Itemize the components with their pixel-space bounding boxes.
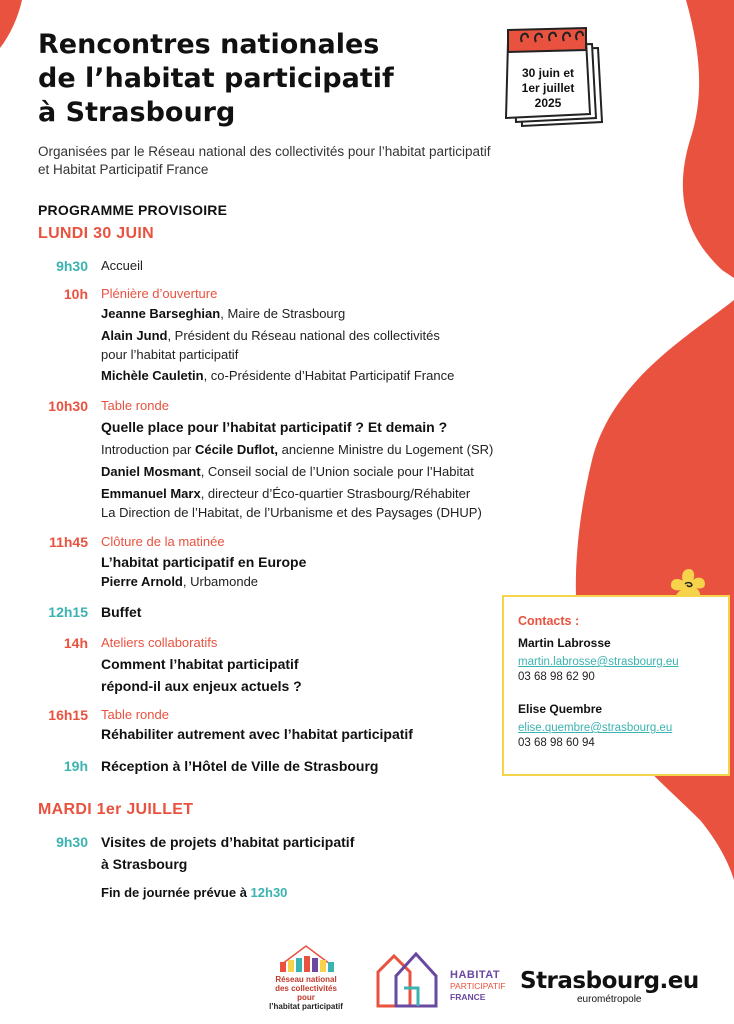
day-title-monday: LUNDI 30 JUIN — [38, 225, 154, 242]
strasbourg-eurometropole-logo — [520, 968, 700, 1008]
contact-phone: 03 68 98 62 90 — [518, 671, 595, 683]
session-category: Clôture de la matinée — [101, 534, 225, 549]
house-outline-icon — [374, 948, 442, 1010]
speaker-line — [101, 463, 474, 481]
contact-email-link[interactable]: elise.quembre@strasbourg.eu — [518, 722, 673, 734]
session-heading: Buffet — [101, 604, 142, 620]
event-date-line: 2025 — [534, 96, 562, 110]
speaker-line — [101, 441, 493, 459]
habitat-logo-text — [450, 970, 506, 1003]
speaker-role: , Maire de Strasbourg — [220, 306, 346, 321]
reseau-national-logo — [268, 942, 344, 1016]
day-title-tuesday: MARDI 1er JUILLET — [38, 801, 194, 818]
session-heading: Visites de projets d’habitat participatif — [101, 834, 355, 850]
reseau-logo-line: des collectivités pour — [275, 984, 337, 1002]
session-category: Plénière d’ouverture — [101, 286, 218, 301]
speaker-line — [101, 504, 482, 522]
reseau-logo-line: l’habitat participatif — [269, 1002, 343, 1011]
speaker-line — [101, 305, 345, 323]
contacts-box — [502, 595, 730, 776]
page-subtitle — [38, 143, 598, 179]
session-heading: Réception à l’Hôtel de Ville de Strasbourg — [101, 758, 379, 774]
subtitle-line: Organisées par le Réseau national des collectivités pour l’habitat participatif — [38, 144, 491, 159]
speaker-line — [101, 367, 454, 385]
time-label: 11h45 — [49, 534, 88, 550]
time-label: 14h — [63, 635, 88, 651]
session-heading: L’habitat participatif en Europe — [101, 554, 307, 570]
agenda-item: Accueil — [101, 258, 143, 273]
contact-phone: 03 68 98 60 94 — [518, 737, 595, 749]
time-label: 12h15 — [48, 604, 88, 620]
session-heading: Quelle place pour l’habitat participatif ? Et demain ? — [101, 419, 448, 435]
strasbourg-logo-sub: eurométropole — [577, 994, 642, 1005]
session-heading: répond-il aux enjeux actuels ? — [101, 678, 302, 694]
end-of-day-time: 12h30 — [250, 885, 288, 900]
speaker-name: Emmanuel Marx — [101, 486, 201, 501]
habitat-logo-line: PARTICIPATIF — [450, 981, 506, 991]
session-heading: Réhabiliter autrement avec l’habitat participatif — [101, 726, 413, 742]
speaker-role: , directeur d’Éco-quartier Strasbourg/Réhabiter — [200, 486, 471, 501]
event-date-line: 1er juillet — [521, 81, 575, 95]
habitat-logo-line: FRANCE — [450, 992, 486, 1002]
end-of-day-note — [101, 884, 287, 902]
speaker-name: Jeanne Barseghian — [101, 306, 221, 321]
event-date-line: 30 juin et — [521, 66, 574, 80]
colorful-houses-icon — [268, 942, 344, 976]
title-line: à Strasbourg — [38, 97, 236, 128]
speaker-line — [101, 485, 470, 503]
time-label: 16h15 — [48, 707, 88, 723]
title-line: Rencontres nationales — [38, 29, 380, 60]
speaker-name: Michèle Cauletin — [101, 368, 204, 383]
speaker-name: Cécile Duflot, — [194, 442, 279, 457]
session-category: Table ronde — [101, 398, 169, 413]
session-heading: Comment l’habitat participatif — [101, 656, 299, 672]
time-label: 10h — [63, 286, 88, 302]
contact-name: Elise Quembre — [518, 702, 603, 716]
strasbourg-logo-main: Strasbourg.eu — [520, 968, 699, 994]
habitat-participatif-france-logo — [374, 948, 506, 1012]
speaker-line — [101, 327, 440, 345]
time-label: 9h30 — [56, 834, 88, 850]
title-line: de l’habitat participatif — [38, 63, 394, 94]
habitat-logo-line: HABITAT — [450, 969, 501, 981]
speaker-role: , co-Présidente d’Habitat Participatif France — [203, 368, 455, 383]
contact-email-link[interactable]: martin.labrosse@strasbourg.eu — [518, 656, 679, 668]
subtitle-line: et Habitat Participatif France — [38, 162, 209, 177]
speaker-name: Daniel Mosmant — [101, 464, 201, 479]
contact-name: Martin Labrosse — [518, 636, 611, 650]
session-category: Ateliers collaboratifs — [101, 635, 218, 650]
event-dates — [505, 66, 591, 111]
time-label: 19h — [63, 758, 88, 774]
contacts-title: Contacts : — [518, 614, 580, 628]
speaker-role: , Conseil social de l’Union sociale pour l’Habitat — [200, 464, 474, 479]
speaker-name: Alain Jund — [101, 328, 168, 343]
speaker-role: ancienne Ministre du Logement (SR) — [278, 442, 494, 457]
programme-label: PROGRAMME PROVISOIRE — [38, 202, 228, 218]
speaker-role: pour l’habitat participatif — [101, 347, 239, 362]
end-of-day-text: Fin de journée prévue à — [101, 885, 251, 900]
session-heading: à Strasbourg — [101, 856, 188, 872]
session-category: Table ronde — [101, 707, 169, 722]
page-title — [38, 28, 478, 130]
speaker-intro: Introduction par — [101, 442, 195, 457]
speaker-line — [101, 573, 258, 591]
speaker-role: La Direction de l’Habitat, de l’Urbanisme et des Paysages (DHUP) — [101, 505, 482, 520]
speaker-role: , Président du Réseau national des collectivités — [167, 328, 440, 343]
speaker-role: , Urbamonde — [182, 574, 259, 589]
time-label: 10h30 — [48, 398, 88, 414]
time-label: 9h30 — [56, 258, 88, 274]
reseau-logo-text — [268, 975, 344, 1011]
reseau-logo-line: Réseau national — [275, 975, 337, 984]
speaker-name: Pierre Arnold — [101, 574, 183, 589]
speaker-line — [101, 346, 238, 364]
